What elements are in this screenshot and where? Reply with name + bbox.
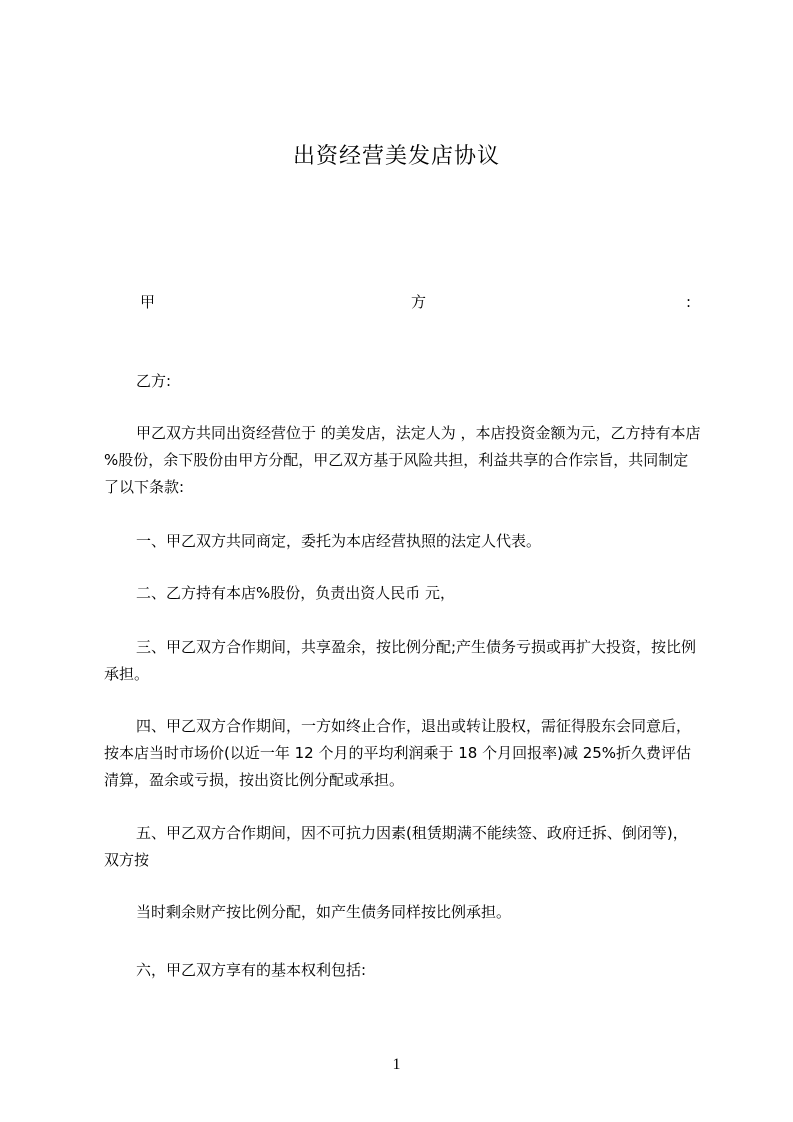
clause-5: 五、甲乙双方合作期间，因不可抗力因素(租赁期满不能续签、政府迁拆、倒闭等)，双方按 <box>104 824 688 869</box>
party-a-char-2: 方 <box>411 293 427 311</box>
document-title: 出资经营美发店协议 <box>292 144 500 169</box>
clause-6: 六，甲乙双方享有的基本权利包括: <box>136 961 367 979</box>
page-number: 1 <box>392 1056 401 1073</box>
party-a-colon: : <box>686 293 692 311</box>
intro-paragraph: 甲乙双方共同出资经营位于 的美发店，法定人为 ，本店投资金额为元，乙方持有本店 %股份，余下股份由甲方分配，甲乙双方基于风险共担，利益共享的合作宗旨，共同制定了以下条款: <box>104 424 701 496</box>
clause-4: 四、甲乙双方合作期间，一方如终止合作，退出或转让股权，需征得股东会同意后，按本店当时市场价(以近一年 12 个月的平均利润乘于 18 个月回报率)减 25%折久费评估清算，盈余或亏损，按出资比例分配或承担。 <box>104 717 692 789</box>
clause-3: 三、甲乙双方合作期间，共享盈余，按比例分配;产生债务亏损或再扩大投资，按比例承担。 <box>104 638 697 683</box>
party-a-char-1: 甲 <box>140 293 156 311</box>
party-b-line: 乙方: <box>136 372 172 390</box>
clause-1: 一、甲乙双方共同商定，委托为本店经营执照的法定人代表。 <box>136 532 542 550</box>
clause-2: 二、乙方持有本店%股份，负责出资人民币 元， <box>136 584 456 602</box>
clause-5-continued: 当时剩余财产按比例分配，如产生债务同样按比例承担。 <box>136 903 512 921</box>
party-a-line <box>140 290 700 314</box>
